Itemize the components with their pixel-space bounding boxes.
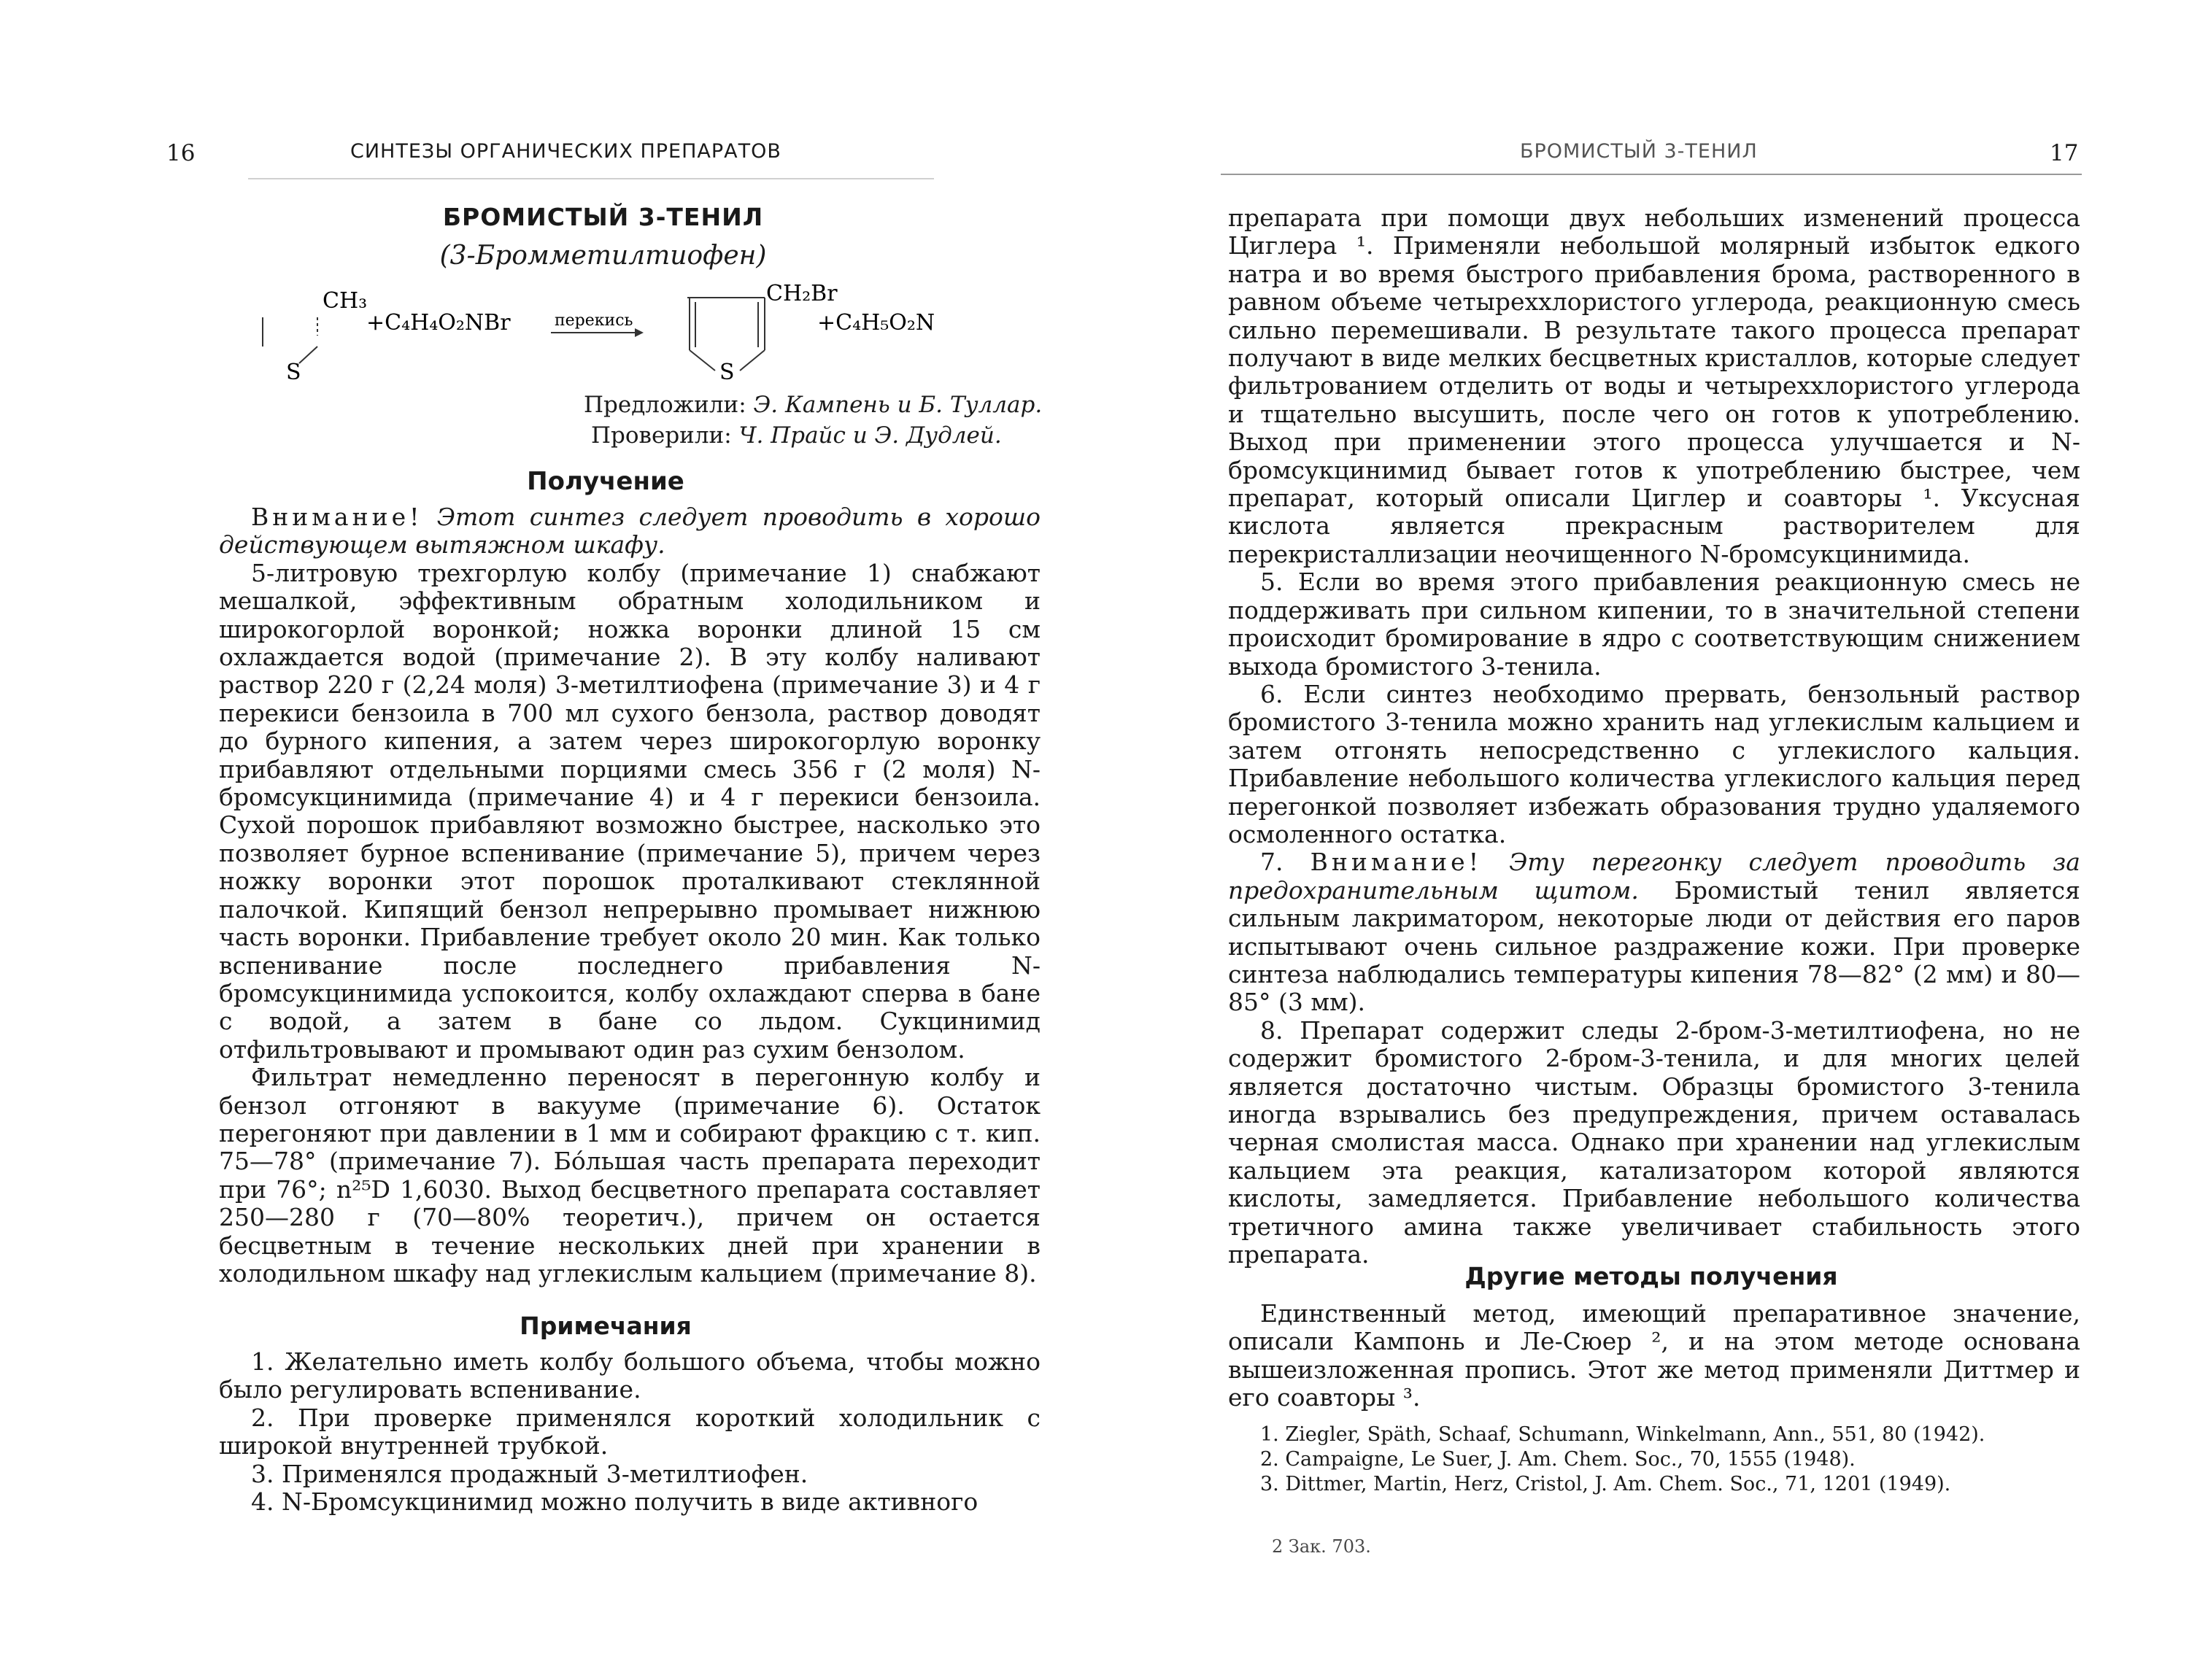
procedure-paragraph-1: 5-литровую трехгорлую колбу (примечание 1) снабжают мешалкой, эффективным обратным холодильником и широкогорлой воронкой; ножка воронки длиной 15 см охлаждается водой (примечание 2). В эту колбу наливают раствор 220 г (2,24 моля) 3-метилтиофена (примечание 3) и 4 г перекиси бензоила в 700 мл сухого бензола, раствор доводят до бурного кипения, а затем через широкогорлую воронку прибавляют отдельными порциями смесь 356 г (2 моля) N-бромсукцинимида (примечание 4) и 4 г перекиси бензоила. Сухой порошок прибавляют возможно быстрее, насколько это позволяет бурное вспенивание (примечание 5), причем через ножку воронки этот порошок проталкивают стеклянной палочкой. Кипящий бензол непрерывно промывает нижнюю часть воронки. Прибавление требует около 20 мин. Как только вспенивание после последнего прибавления N-бромсукцинимида успокоится, колбу охлаждают сперва в бане с водой, а затем в бане со льдом. Сукцинимид отфильтровывают и промывают один раз сухим бензолом. — [219, 558, 1041, 1064]
left-page-number: 16 — [166, 140, 196, 166]
note-6: 6. Если синтез необходимо прервать, бензольный раствор бромистого 3-тенила можно хранить над углекислым кальцием и затем отгонять непосредственно с углекислого кальция. Прибавление небольшого количества углекислого кальция перед перегонкой позволяет избежать образования трудно удаляемого осмоленного остатка. — [1228, 679, 2080, 848]
credits-proposed-label: Предложили: — [584, 392, 746, 418]
section-heading-other-methods: Другие методы получения — [1464, 1262, 1838, 1290]
notes-body-right — [1228, 204, 2080, 1269]
product-ch2br: CH₂Br — [766, 281, 838, 306]
notes-body-left — [219, 1348, 1041, 1516]
note-7-number: 7. — [1260, 848, 1284, 877]
procedure-paragraph-2: Фильтрат немедленно переносят в перегонную колбу и бензол отгоняют в вакууме (примечание 6). Остаток перегоняют при давлении в 1 мм и собирают фракцию с т. кип. 75—78° (примечание 7). Бо́льшая часть препарата переходит при 76°; n²⁵D 1,6030. Выход бесцветного препарата составляет 250—280 г (70—80% теоретич.), причем он остается бесцветным в течение нескольких дней при хранении в холодильном шкафу над углекислым кальцием (примечание 8). — [219, 1063, 1041, 1288]
note-7-warning: Внимание! — [1310, 848, 1482, 877]
printer-signature: 2 Зак. 703. — [1272, 1536, 1371, 1557]
note-7 — [1228, 848, 2080, 1016]
product-ring-bond — [690, 350, 715, 371]
left-header-rule — [248, 178, 934, 179]
reaction-scheme — [241, 277, 1029, 387]
right-page — [1104, 0, 2208, 1680]
reactant-ch3: CH₃ — [323, 288, 368, 314]
byproduct-succinimide: +C₄H₅O₂N — [817, 310, 935, 336]
note-4-continuation: препарата при помощи двух небольших изменений процесса Циглера ¹. Применяли небольшой молярный избыток едкого натра и во время быстрого прибавления брома, растворенного в равном объеме четыреххлористого углерода, реакционную смесь сильно перемешивали. В результате такого процесса препарат получают в виде мелких бесцветных кристаллов, которые следует фильтрованием отделить от воды и четыреххлористого углерода и тщательно высушить, после чего он готов к употреблению. Выход при применении этого процесса улучшается и N-бромсукцинимид бывает готов к употреблению быстрее, чем препарат, который описали Циглер и соавторы ¹. Уксусная кислота является прекрасным растворителем для перекристаллизации неочищенного N-бромсукцинимида. — [1228, 204, 2080, 568]
reference-3: 3. Dittmer, Martin, Herz, Cristol, J. Am. Chem. Soc., 71, 1201 (1949). — [1260, 1473, 1951, 1495]
warning-text: Этот синтез следует проводить в хорошо действующем вытяжном шкафу. — [219, 503, 1041, 560]
reaction-condition: перекись — [555, 311, 633, 330]
reactant-ring-bond — [299, 347, 317, 363]
note-5: 5. Если во время этого прибавления реакционную смесь не поддерживать при сильном кипении, то в значительной степени происходит бромирование в ядро с соответствующим снижением выхода бромистого 3-тенила. — [1228, 568, 2080, 681]
section-heading-preparation: Получение — [527, 467, 684, 496]
right-header-rule — [1221, 174, 2082, 175]
reaction-arrowhead — [635, 328, 644, 337]
warning-paragraph — [219, 503, 1041, 560]
credits-proposed-names: Э. Кампень и Б. Туллар. — [753, 392, 1043, 418]
note-4-start: 4. N-Бромсукцинимид можно получить в виде активного — [251, 1487, 978, 1517]
credits-checked-names: Ч. Прайс и Э. Дудлей. — [738, 422, 1002, 449]
other-methods-paragraph: Единственный метод, имеющий препаративное значение, описали Кампонь и Ле-Сюер ², и на этом методе основана вышеизложенная пропись. Этот же метод применяли Диттмер и его соавторы ³. — [1228, 1299, 2080, 1412]
left-running-head: СИНТЕЗЫ ОРГАНИЧЕСКИХ ПРЕПАРАТОВ — [350, 140, 781, 163]
note-8: 8. Препарат содержит следы 2-бром-3-метилтиофена, но не содержит бромистого 2-бром-3-тенила, и для многих целей является достаточно чистым. Образцы бромистого 3-тенила иногда взрывались без предупреждения, причем оставалась черная смолистая масса. Однако при хранении над углекислым кальцием эта реакция, катализатором которой являются кислоты, замедляется. Прибавление небольшого количества третичного амина также увеличивает стабильность этого препарата. — [1228, 1015, 2080, 1269]
right-running-head: БРОМИСТЫЙ 3-ТЕНИЛ — [1520, 140, 1758, 163]
right-page-number: 17 — [2050, 140, 2079, 166]
article-title: БРОМИСТЫЙ 3-ТЕНИЛ — [442, 203, 764, 231]
note-2: 2. При проверке применялся короткий холодильник с широкой внутренней трубкой. — [219, 1403, 1041, 1460]
section-heading-notes: Примечания — [520, 1312, 692, 1340]
reference-1: 1. Ziegler, Späth, Schaaf, Schumann, Winkelmann, Ann., 551, 80 (1942). — [1260, 1423, 1985, 1446]
product-ring-bond — [740, 350, 765, 371]
article-subtitle: (3-Бромметилтиофен) — [439, 241, 767, 271]
warning-label: Внимание! — [251, 503, 423, 531]
credits-proposed — [584, 390, 1042, 420]
preparation-body — [219, 503, 1041, 1288]
references — [1228, 1422, 2080, 1497]
note-3: 3. Применялся продажный 3-метилтиофен. — [251, 1459, 808, 1488]
reactant-sulfur: S — [286, 360, 301, 385]
note-7-italic: Эту перегонку следует проводить за предохранительным щитом. — [1228, 848, 2080, 905]
credits-checked — [591, 420, 1002, 451]
reference-2: 2. Campaigne, Le Suer, J. Am. Chem. Soc., 70, 1555 (1948). — [1260, 1448, 1856, 1471]
note-1: 1. Желательно иметь колбу большого объема, чтобы можно было регулировать вспенивание. — [219, 1347, 1041, 1404]
other-methods-body — [1228, 1300, 2080, 1412]
note-7-text: Бромистый тенил является сильным лакриматором, некоторые люди от действия его паров испытывают очень сильное раздражение кожи. При проверке синтеза наблюдались температуры кипения 78—82° (2 мм) и 80—85° (3 мм). — [1228, 875, 2080, 1017]
product-sulfur: S — [719, 360, 735, 385]
reagent-nbs: +C₄H₄O₂NBr — [366, 310, 511, 336]
credits-checked-label: Проверили: — [591, 422, 732, 449]
